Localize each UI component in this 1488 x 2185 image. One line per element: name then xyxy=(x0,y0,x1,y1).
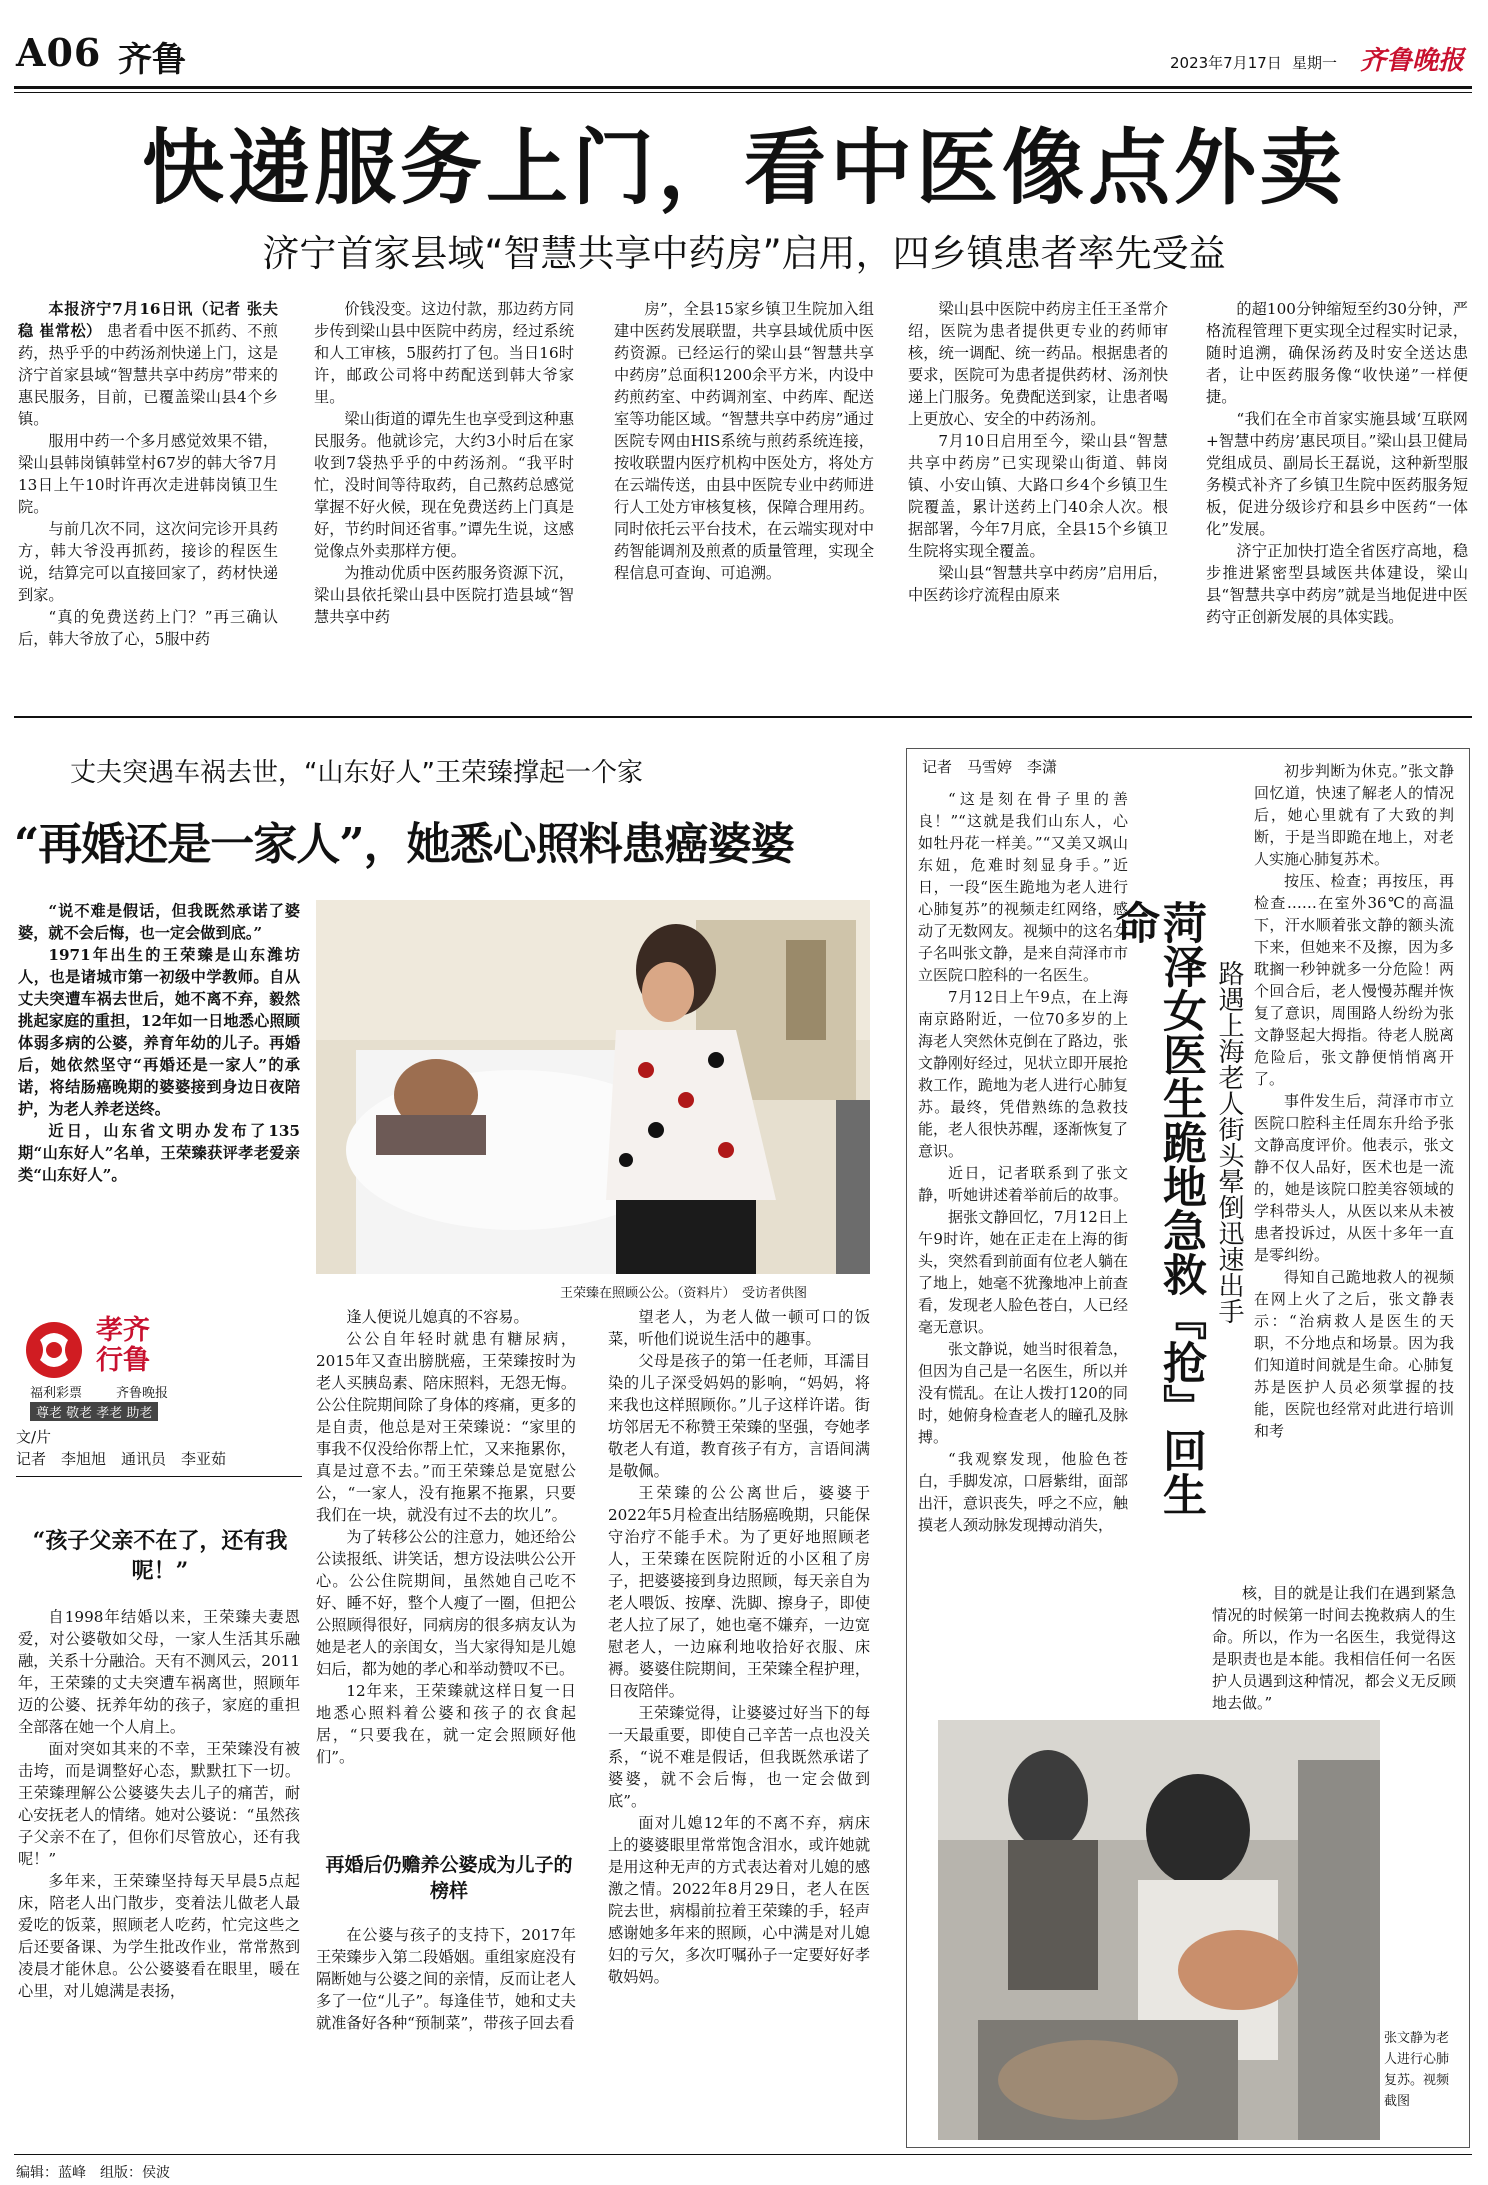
paragraph: “说不难是假话，但我既然承诺了婆婆，就不会后悔，也一定会做到底。” xyxy=(18,902,300,942)
paragraph: “真的免费送药上门？”再三确认后，韩大爷放了心，5服中药 xyxy=(18,608,278,648)
paragraph: 张文静说，她当时很着急，但因为自己是一名医生，所以并没有慌乱。在让人拨打120的同时，她俯身检查老人的瞳孔及脉搏。 xyxy=(918,1340,1129,1446)
lead-subhead: 济宁首家县域“智慧共享中药房”启用，四乡镇患者率先受益 xyxy=(262,232,1226,275)
paper-logo: 齐鲁晚报 xyxy=(1360,46,1465,76)
welfare-lottery-icon xyxy=(22,1320,86,1380)
story2-column-2b xyxy=(316,1924,576,2144)
lead-column-3 xyxy=(614,298,874,694)
section-name: 齐鲁 xyxy=(118,40,186,80)
story2-byline-rule xyxy=(16,1476,302,1477)
story2-column-1 xyxy=(18,1606,300,2144)
story2-column-3 xyxy=(608,1306,870,2144)
paragraph: 1971年出生的王荣臻是山东潍坊人，也是诸城市第一初级中学教师。自从丈夫突遭车祸去世后，她不离不弃，毅然挑起家庭的重担，12年如一日地悉心照顾体弱多病的公婆，养育年幼的儿子。再婚后，她依然坚守“再婚还是一家人”的承诺，将结肠癌晚期的婆婆接到身边日夜陪护，为老人养老送终。 xyxy=(18,946,300,1118)
paragraph: 房”，全县15家乡镇卫生院加入组建中医药发展联盟，共享县域优质中医药资源。已经运行的梁山县“智慧共享中药房”总面积1200余平方米，内设中药煎药室、中药调剂室、中药库、配送室等功能区域。“智慧共享中药房”通过医院专网由HIS系统与煎药系统连接，按收联盟内医疗机构中医处方，将处方在云端传送，由县中医院专业中药师进行人工处方审核复核，保障合理用药。同时依托云平台技术，在云端实现对中药智能调剂及煎煮的质量管理，实现全程信息可查询、可追溯。 xyxy=(614,300,874,582)
lead-column-4 xyxy=(908,298,1168,694)
paragraph: 面对儿媳12年的不离不弃，病床上的婆婆眼里常常饱含泪水，或许她就是用这种无声的方式表达着对儿媳的感激之情。2022年8月29日，老人在医院去世，病榻前拉着王荣臻的手，轻声感谢她多年来的照顾，心中满是对儿媳妇的亏欠，多次叮嘱孙子一定要好好孝敬妈妈。 xyxy=(608,1814,870,1986)
paragraph: 与前几次不同，这次问完诊开具药方，韩大爷没再抓药，接诊的程医生说，结算完可以直接回家了，药材快递到家。 xyxy=(18,520,278,604)
paragraph: 为推动优质中医药服务资源下沉，梁山县依托梁山县中医院打造县域“智慧共享中药 xyxy=(314,564,574,626)
paragraph: 7月12日上午9点，在上海南京路附近，一位70多岁的上海老人突然休克倒在了路边，张文静刚好经过，见状立即开展抢救工作，跪地为老人进行心肺复苏。最终，凭借熟练的急救技能，老人很快苏醒，逐渐恢复了意识。 xyxy=(918,988,1129,1160)
paragraph: 12年来，王荣臻就这样日复一日地悉心照料着公婆和孩子的衣食起居，“只要我在，就一定会照顾好他们”。 xyxy=(316,1682,576,1766)
footer-editor: 编辑：蓝峰 组版：侯波 xyxy=(16,2165,170,2181)
story2-intro xyxy=(18,900,300,1270)
story3-subhead: 路遇上海老人街头晕倒迅速出手 xyxy=(1214,960,1244,1324)
paragraph: 公公自年轻时就患有糖尿病，2015年又查出膀胱癌，王荣臻按时为老人买胰岛素、陪床照料，无怨无悔。公公住院期间除了身体的疼痛，更多的是自责，他总是对王荣臻说：“家里的事我不仅没给你帮上忙，又来拖累你，真是过意不去。”而王荣臻总是宽慰公公，“一家人，没有拖累不拖累，只要我们在一块，就没有过不去的坎儿”。 xyxy=(316,1330,576,1524)
xiaoqi-logo-line1a: 福利彩票 xyxy=(30,1386,83,1401)
cpr-photo xyxy=(938,1720,1380,2140)
story3-column-2 xyxy=(1254,760,1454,1584)
paragraph: 望老人，为老人做一顿可口的饭菜，听他们说说生活中的趣事。 xyxy=(608,1308,870,1348)
caregiver-photo xyxy=(316,900,870,1274)
xiaoqi-logo-title: 孝齐行鲁 xyxy=(96,1315,150,1376)
masthead-rule xyxy=(14,86,1472,89)
paragraph: 在公婆与孩子的支持下，2017年王荣臻步入第二段婚姻。重组家庭没有隔断她与公婆之间的亲情，反而让老人多了一位“儿子”。每逢佳节，她和丈夫就准备好各种“预制菜”，带孩子回去看 xyxy=(316,1926,576,2032)
paragraph: 价钱没变。这边付款，那边药方同步传到梁山县中医院中药房，经过系统和人工审核，5服药打了包。当日16时许，邮政公司将中药配送到韩大爷家里。 xyxy=(314,300,574,406)
paragraph: “这是刻在骨子里的善良！”“这就是我们山东人，心如牡丹花一样美。”“又美又飒山东妞，危难时刻显身手。”近日，一段“医生跪地为老人进行心肺复苏”的视频走红网络，感动了无数网友。视频中的这名女子名叫张文静，是来自菏泽市市立医院口腔科的一名医生。 xyxy=(918,790,1129,984)
paragraph: “我们在全市首家实施县域‘互联网+智慧中药房’惠民项目。”梁山县卫健局党组成员、副局长王磊说，这种新型服务模式补齐了乡镇卫生院中医药服务短板，促进分级诊疗和县乡中医药“一体化”发展。 xyxy=(1206,410,1468,538)
paragraph: 父母是孩子的第一任老师，耳濡目染的儿子深受妈妈的影响，“妈妈，将来我也这样照顾你。”儿子这样许诺。街坊邻居无不称赞王荣臻的坚强，夸她孝敬老人有道，教育孩子有方，言语间满是敬佩。 xyxy=(608,1352,870,1480)
issue-weekday: 星期一 xyxy=(1292,54,1338,72)
paragraph: 面对突如其来的不幸，王荣臻没有被击垮，而是调整好心态，默默扛下一切。王荣臻理解公公婆婆失去儿子的痛苦，耐心安抚老人的情绪。她对公婆说：“虽然孩子父亲不在了，但你们尽管放心，还有我呢！” xyxy=(18,1740,300,1868)
paragraph: 梁山街道的谭先生也享受到这种惠民服务。他就诊完，大约3小时后在家收到7袋热乎乎的中药汤剂。“我平时忙，没时间等待取药，自己熬药总感觉掌握不好火候，现在免费送药上门真是好，节约时间还省事。”谭先生说，这感觉像点外卖那样方便。 xyxy=(314,410,574,560)
caregiver-photo-caption: 王荣臻在照顾公公。（资料片） 受访者供图 xyxy=(560,1286,808,1301)
paragraph: 的超100分钟缩短至约30分钟，严格流程管理下更实现全过程实时记录，随时追溯，确保汤药及时安全送达患者，让中医药服务像“收快递”一样便捷。 xyxy=(1206,300,1468,406)
paragraph: 近日，山东省文明办发布了135期“山东好人”名单，王荣臻获评孝老爱亲类“山东好人”。 xyxy=(18,1122,300,1184)
xiaoqi-logo-line2: 尊老 敬老 孝老 助老 xyxy=(30,1402,158,1421)
masthead-rule-thin xyxy=(14,92,1472,93)
paragraph: 济宁正加快打造全省医疗高地，稳步推进紧密型县域医共体建设，梁山县“智慧共享中药房”就是当地促进中医药守正创新发展的具体实践。 xyxy=(1206,542,1468,626)
paragraph: 核，目的就是让我们在遇到紧急情况的时候第一时间去挽救病人的生命。所以，作为一名医生，我觉得这是职责也是本能。我相信任何一名医护人员遇到这种情况，都会义无反顾地去做。” xyxy=(1212,1584,1456,1712)
xiaoqi-logo-line1b: 齐鲁晚报 xyxy=(116,1386,169,1401)
story3-column-bottom xyxy=(1212,1582,1456,1712)
paragraph: 按压、检查；再按压，再检查……在室外36℃的高温下，汗水顺着张文静的额头流下来，但她来不及擦，因为多耽搁一秒钟就多一分危险！两个回合后，老人慢慢苏醒并恢复了意识，周围路人纷纷为张文静竖起大拇指。待老人脱离危险后，张文静便悄悄离开了。 xyxy=(1254,872,1454,1088)
page-number: A06 xyxy=(16,30,102,75)
lead-headline: 快递服务上门，看中医像点外卖 xyxy=(141,120,1346,216)
xiaoqi-logo-box xyxy=(16,1315,306,1421)
paragraph: 王荣臻觉得，让婆婆过好当下的每一天最重要，即使自己辛苦一点也没关系，“说不难是假话，但我既然承诺了婆婆，就不会后悔，也一定会做到底”。 xyxy=(608,1704,870,1810)
story2-byline: 记者 李旭旭 通讯员 李亚茹 xyxy=(16,1450,227,1468)
paragraph: 梁山县中医院中药房主任王圣常介绍，医院为患者提供更专业的药师审核，统一调配、统一药品。根据患者的要求，医院可为患者提供药材、汤剂快递上门服务。免费配送到家，让患者喝上更放心、安全的中药汤剂。 xyxy=(908,300,1168,428)
cpr-photo-caption: 张文静为老人进行心肺复苏。视频截图 xyxy=(1384,2031,1450,2109)
paragraph: 逢人便说儿媳真的不容易。 xyxy=(346,1308,529,1326)
lead-bottom-rule xyxy=(14,716,1472,718)
lead-column-5 xyxy=(1206,298,1468,694)
issue-date: 2023年7月17日 xyxy=(1170,54,1282,72)
paragraph: 自1998年结婚以来，王荣臻夫妻恩爱，对公婆敬如父母，一家人生活其乐融融，关系十分融洽。天有不测风云，2011年，王荣臻的丈夫突遭车祸离世，照顾年迈的公婆、抚养年幼的孩子，家庭的重担全部落在她一个人肩上。 xyxy=(18,1608,300,1736)
paragraph: 得知自己跪地救人的视频在网上火了之后，张文静表示：“治病救人是医生的天职，不分地点和场景。因为我们知道时间就是生命。心肺复苏是医护人员必须掌握的技能，医院也经常对此进行培训和考 xyxy=(1254,1268,1454,1440)
story2-byline-label: 文/片 xyxy=(16,1428,52,1446)
paragraph: 王荣臻的公公离世后，婆婆于2022年5月检查出结肠癌晚期，只能保守治疗不能手术。为了更好地照顾老人，王荣臻在医院附近的小区租了房子，把婆婆接到身边照顾，每天亲自为老人喂饭、按摩、洗脚、擦身子，即使老人拉了尿了，她也毫不嫌弃，一边宽慰老人，一边麻利地收拾好衣服、床褥。婆婆住院期间，王荣臻全程护理，日夜陪伴。 xyxy=(608,1484,870,1700)
paragraph: 本报济宁7月16日讯（记者 张夫稳 崔常松） 患者看中医不抓药、不煎药，热乎乎的中药汤剂快递上门，这是济宁首家县域“智慧共享中药房”带来的惠民服务，目前，已覆盖梁山县4个乡镇。 xyxy=(18,300,278,428)
paragraph: “我观察发现，他脸色苍白，手脚发凉，口唇紫绀，面部出汗，意识丧失，呼之不应，触摸老人颈动脉发现搏动消失， xyxy=(918,1450,1129,1534)
lead-column-1 xyxy=(18,298,278,694)
paragraph: 初步判断为休克。”张文静回忆道，快速了解老人的情况后，她心里就有了大致的判断，于是当即跪在地上，对老人实施心肺复苏术。 xyxy=(1254,762,1454,868)
paragraph: 事件发生后，菏泽市市立医院口腔科主任周东升给予张文静高度评价。他表示，张文静不仅人品好，医术也是一流的，她是该院口腔美容领域的学科带头人，从医以来从未被患者投诉过，从医十多年一直是零纠纷。 xyxy=(1254,1092,1454,1264)
story3-byline: 记者 马雪婷 李潇 xyxy=(922,758,1058,776)
paragraph: 梁山县“智慧共享中药房”启用后，中医药诊疗流程由原来 xyxy=(908,564,1168,604)
paragraph: 7月10日启用至今，梁山县“智慧共享中药房”已实现梁山街道、韩岗镇、小安山镇、大路口乡4个乡镇卫生院覆盖，累计送药上门40余人次。根据部署，今年7月底，全县15个乡镇卫生院将实现全覆盖。 xyxy=(908,432,1168,560)
story2-headline: “再婚还是一家人”，她悉心照料患癌婆婆 xyxy=(14,819,794,870)
story2-kicker: 丈夫突遇车祸去世，“山东好人”王荣臻撑起一个家 xyxy=(70,758,643,788)
paragraph: 服用中药一个多月感觉效果不错，梁山县韩岗镇韩堂村67岁的韩大爷7月13日上午10时许再次走进韩岗镇卫生院。 xyxy=(18,432,278,516)
story2-subhead-1: “孩子父亲不在了，还有我呢！” xyxy=(32,1528,288,1584)
story3-headline: 菏泽女医生跪地急救『抢』回生命 xyxy=(1108,900,1206,1516)
footer-rule xyxy=(14,2154,1472,2155)
paragraph: 近日，记者联系到了张文静，听她讲述着举前后的故事。 xyxy=(918,1164,1129,1204)
paragraph: 为了转移公公的注意力，她还给公公读报纸、讲笑话，想方设法哄公公开心。公公住院期间，虽然她自己吃不好、睡不好，整个人瘦了一圈，但把公公照顾得很好，同病房的很多病友认为她是老人的亲闺女，当大家得知是儿媳妇后，都为她的孝心和举动赞叹不已。 xyxy=(316,1528,576,1678)
paragraph: 多年来，王荣臻坚持每天早晨5点起床，陪老人出门散步，变着法儿做老人最爱吃的饭菜，照顾老人吃药，忙完这些之后还要备课、为学生批改作业，常常熬到凌晨才能休息。公公婆婆看在眼里，暖在心里，对儿媳满是表扬， xyxy=(18,1872,300,2000)
paragraph: 据张文静回忆，7月12日上午9时许，她在正走在上海的街头，突然看到前面有位老人躺在了地上，她毫不犹豫地冲上前查看，发现老人脸色苍白，人已经毫无意识。 xyxy=(918,1208,1129,1336)
story3-column-1 xyxy=(918,788,1128,1624)
story2-column-2 xyxy=(316,1306,576,1820)
lead-column-2 xyxy=(314,298,574,694)
story2-subhead-2: 再婚后仍赡养公婆成为儿子的榜样 xyxy=(325,1854,573,1902)
